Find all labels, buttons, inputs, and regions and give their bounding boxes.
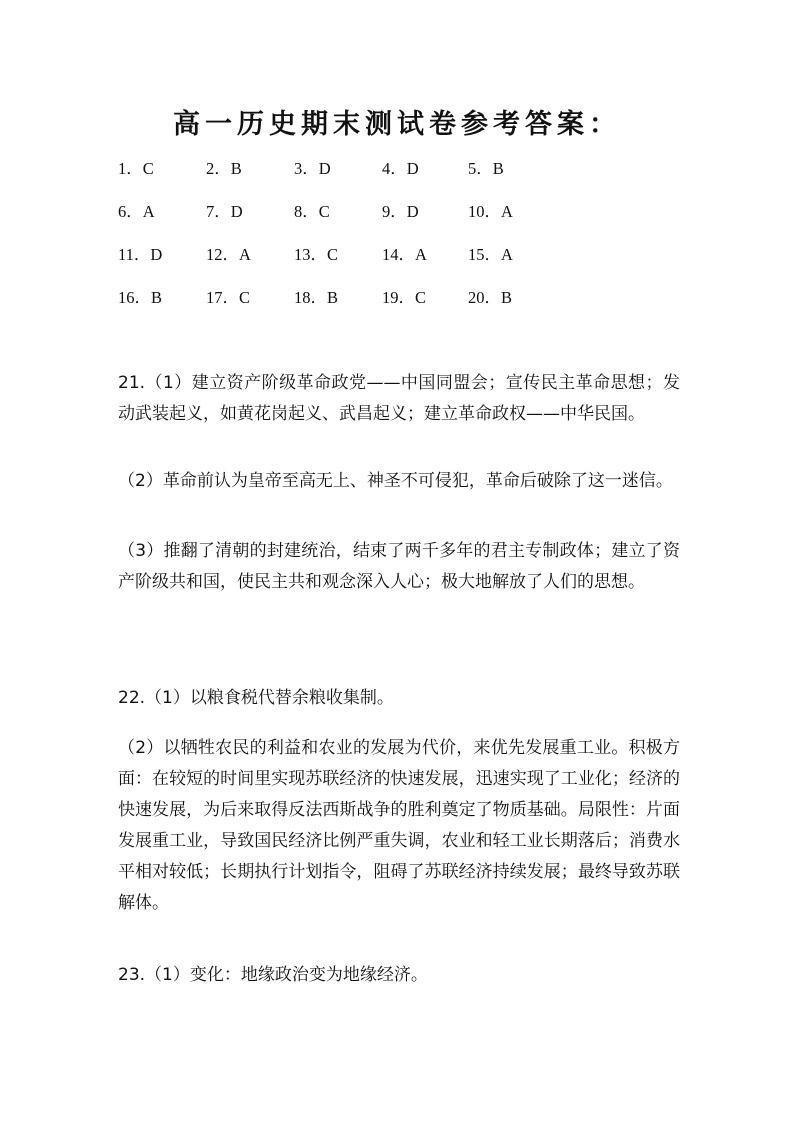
answer-row <box>118 198 678 241</box>
answer-item: 1．C <box>118 159 154 178</box>
answer-item: 12．A <box>206 245 251 264</box>
question-21-part-2: （2）革命前认为皇帝至高无上、神圣不可侵犯，革命后破除了这一迷信。 <box>118 471 673 491</box>
answer-item: 4．D <box>382 159 419 178</box>
answer-item: 8．C <box>294 202 330 221</box>
answer-row <box>118 241 678 284</box>
answer-item: 5．B <box>468 159 504 178</box>
answer-row <box>118 155 678 198</box>
answer-item: 20．B <box>468 288 513 307</box>
answer-item: 19．C <box>382 288 427 307</box>
answer-item: 18．B <box>294 288 339 307</box>
answer-item: 6．A <box>118 202 155 221</box>
answer-row <box>118 284 678 327</box>
question-22-part-1: 22.（1）以粮食税代替余粮收集制。 <box>118 688 394 708</box>
answer-item: 10．A <box>468 202 513 221</box>
answer-item: 3．D <box>294 159 331 178</box>
answer-item: 14．A <box>382 245 427 264</box>
question-21-part-1: 21.（1）建立资产阶级革命政党——中国同盟会；宣传民主革命思想；发动武装起义，如黄花岗起义、武昌起义；建立革命政权——中华民国。 <box>118 373 680 424</box>
answer-item: 16．B <box>118 288 163 307</box>
answer-item: 9．D <box>382 202 419 221</box>
answer-item: 15．A <box>468 245 513 264</box>
answer-item: 13．C <box>294 245 339 264</box>
answer-item: 17．C <box>206 288 251 307</box>
question-21-part-3: （3）推翻了清朝的封建统治，结束了两千多年的君主专制政体；建立了资产阶级共和国，使民主共和观念深入人心；极大地解放了人们的思想。 <box>118 541 680 592</box>
answer-item: 11．D <box>118 245 163 264</box>
answer-item: 7．D <box>206 202 243 221</box>
page-title: 高一历史期末测试卷参考答案： <box>173 109 621 140</box>
question-22-part-2: （2）以牺牲农民的利益和农业的发展为代价，来优先发展重工业。积极方面：在较短的时间里实现苏联经济的快速发展，迅速实现了工业化；经济的快速发展，为后来取得反法西斯战争的胜利奠定了物质基础。局限性：片面发展重工业，导致国民经济比例严重失调，农业和轻工业长期落后；消费水平相对较低；长期执行计划指令，阻碍了苏联经济持续发展；最终导致苏联解体。 <box>118 738 680 913</box>
multiple-choice-answer-grid <box>118 155 678 327</box>
answer-item: 2．B <box>206 159 242 178</box>
question-23-part-1: 23.（1）变化：地缘政治变为地缘经济。 <box>118 965 428 985</box>
